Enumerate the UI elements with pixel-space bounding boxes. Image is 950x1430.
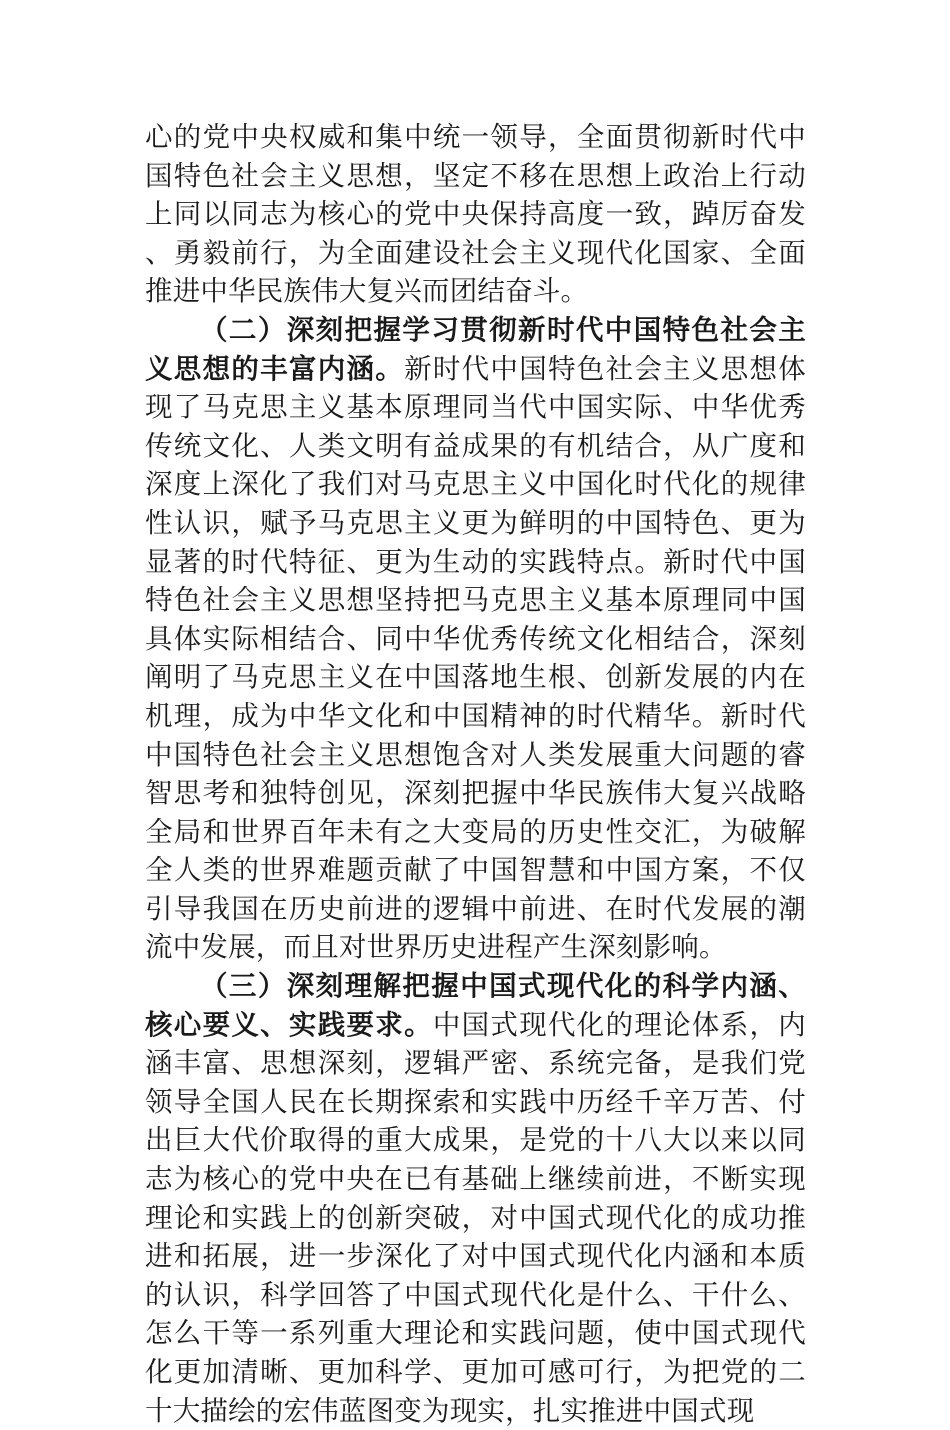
paragraph-body: 心的党中央权威和集中统一领导，全面贯彻新时代中国特色社会主义思想，坚定不移在思想上政治上行动上同以同志为核心的党中央保持高度一致，踔厉奋发、勇毅前行，为全面建设社会主义现代化国家、全面推进中华民族伟大复兴而团结奋斗。: [145, 121, 806, 308]
paragraph-section-3: [145, 967, 806, 1430]
paragraph-body: 新时代中国特色社会主义思想体现了马克思主义基本原理同当代中国实际、中华优秀传统文化、人类文明有益成果的有机结合，从广度和深度上深化了我们对马克思主义中国化时代化的规律性认识，赋予马克思主义更为鲜明的中国特色、更为显著的时代特征、更为生动的实践特点。新时代中国特色社会主义思想坚持把马克思主义基本原理同中国具体实际相结合、同中华优秀传统文化相结合，深刻阐明了马克思主义在中国落地生根、创新发展的内在机理，成为中华文化和中国精神的时代精华。新时代中国特色社会主义思想饱含对人类发展重大问题的睿智思考和独特创见，深刻把握中华民族伟大复兴战略全局和世界百年未有之大变局的历史性交汇，为破解全人类的世界难题贡献了中国智慧和中国方案，不仅引导我国在历史前进的逻辑中前进、在时代发展的潮流中发展，而且对世界历史进程产生深刻影响。: [145, 352, 806, 964]
section-heading: （三）深刻理解把握中国式现代化的科学内涵、核心要义、实践要求。: [145, 970, 806, 1041]
section-heading: （二）深刻把握学习贯彻新时代中国特色社会主义思想的丰富内涵。: [145, 313, 806, 385]
paragraph-section-2: [145, 311, 806, 967]
document-page: [145, 118, 806, 1430]
paragraph-continuation: [145, 118, 806, 311]
paragraph-body: 中国式现代化的理论体系，内涵丰富、思想深刻，逻辑严密、系统完备，是我们党领导全国人民在长期探索和实践中历经千辛万苦、付出巨大代价取得的重大成果，是党的十八大以来以同志为核心的党中央在已有基础上继续前进，不断实现理论和实践上的创新突破，对中国式现代化的成功推进和拓展，进一步深化了对中国式现代化内涵和本质的认识，科学回答了中国式现代化是什么、干什么、怎么干等一系列重大理论和实践问题，使中国式现代化更加清晰、更加科学、更加可感可行，为把党的二十大描绘的宏伟蓝图变为现实，扎实推进中国式现: [145, 1008, 806, 1427]
